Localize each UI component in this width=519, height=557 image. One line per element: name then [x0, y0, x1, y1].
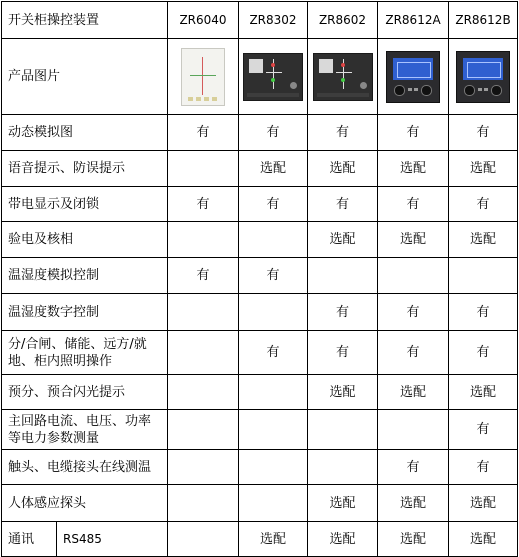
feature-value: [168, 294, 239, 331]
product-image-cell: [449, 39, 518, 115]
feature-value: 选配: [378, 522, 449, 557]
feature-value: 有: [308, 294, 378, 331]
model-header: ZR8612B: [449, 2, 518, 39]
product-image-cell: [168, 39, 239, 115]
product-image-cell: [239, 39, 308, 115]
feature-name: 触头、电缆接头在线测温: [2, 450, 168, 485]
feature-value: 有: [449, 450, 518, 485]
feature-value: [308, 450, 378, 485]
feature-row-voice-prompt: [2, 151, 518, 187]
feature-row-communication: [2, 522, 518, 557]
feature-value: 有: [239, 187, 308, 222]
zr8612b-product-image: [456, 51, 510, 103]
feature-header: 开关柜操控装置: [2, 2, 168, 39]
feature-value: 有: [378, 187, 449, 222]
feature-value: [308, 410, 378, 450]
feature-value: 选配: [378, 151, 449, 187]
feature-name: 动态模拟图: [2, 115, 168, 151]
feature-value: 有: [449, 410, 518, 450]
feature-value: [239, 294, 308, 331]
feature-row-live-display: [2, 187, 518, 222]
feature-value: 有: [239, 331, 308, 375]
feature-value: 有: [378, 294, 449, 331]
feature-value: 有: [308, 115, 378, 151]
feature-row-pre-flash-prompt: [2, 375, 518, 410]
zr8602-product-image: [313, 53, 373, 101]
feature-name: 验电及核相: [2, 222, 168, 258]
feature-value: 选配: [449, 485, 518, 522]
image-row: [2, 39, 518, 115]
header-row: [2, 2, 518, 39]
feature-value: [449, 258, 518, 294]
feature-value: 有: [168, 115, 239, 151]
feature-value: 有: [168, 258, 239, 294]
feature-value: 选配: [308, 522, 378, 557]
model-header: ZR8612A: [378, 2, 449, 39]
feature-name: 通讯: [2, 522, 57, 557]
feature-value: 有: [449, 115, 518, 151]
feature-value: [378, 258, 449, 294]
feature-value: 选配: [449, 151, 518, 187]
feature-value: 有: [449, 187, 518, 222]
feature-value: 选配: [449, 522, 518, 557]
product-image-cell: [308, 39, 378, 115]
feature-value: 选配: [378, 485, 449, 522]
feature-subtype: RS485: [57, 522, 168, 557]
feature-value: [168, 485, 239, 522]
feature-value: 选配: [239, 151, 308, 187]
feature-row-power-measurement: [2, 410, 518, 450]
feature-name: 预分、预合闪光提示: [2, 375, 168, 410]
feature-value: 选配: [308, 375, 378, 410]
model-header: ZR6040: [168, 2, 239, 39]
zr8302-product-image: [243, 53, 303, 101]
product-image-cell: [378, 39, 449, 115]
zr8612a-product-image: [386, 51, 440, 103]
feature-value: 有: [239, 258, 308, 294]
image-row-label: 产品图片: [2, 39, 168, 115]
feature-row-temp-humidity-digital: [2, 294, 518, 331]
feature-name: 语音提示、防误提示: [2, 151, 168, 187]
feature-value: 选配: [308, 151, 378, 187]
feature-name: 主回路电流、电压、功率等电力参数测量: [2, 410, 168, 450]
feature-value: [239, 375, 308, 410]
feature-name: 温湿度数字控制: [2, 294, 168, 331]
feature-value: 有: [239, 115, 308, 151]
feature-value: 选配: [378, 222, 449, 258]
feature-row-switch-operations: [2, 331, 518, 375]
feature-value: [239, 450, 308, 485]
feature-value: 有: [378, 450, 449, 485]
feature-value: 选配: [308, 485, 378, 522]
feature-value: 有: [168, 187, 239, 222]
feature-name: 温湿度模拟控制: [2, 258, 168, 294]
feature-row-dynamic-mimic: [2, 115, 518, 151]
feature-value: [168, 151, 239, 187]
feature-value: [239, 410, 308, 450]
feature-value: [239, 485, 308, 522]
feature-value: 选配: [378, 375, 449, 410]
feature-row-phase-check: [2, 222, 518, 258]
feature-value: [168, 331, 239, 375]
feature-value: [168, 410, 239, 450]
feature-value: [168, 375, 239, 410]
zr6040-product-image: [181, 48, 225, 106]
feature-row-contact-temperature: [2, 450, 518, 485]
feature-value: [308, 258, 378, 294]
feature-row-human-sensor: [2, 485, 518, 522]
feature-value: 选配: [449, 375, 518, 410]
feature-value: 有: [308, 331, 378, 375]
feature-value: 有: [308, 187, 378, 222]
model-header: ZR8602: [308, 2, 378, 39]
model-header: ZR8302: [239, 2, 308, 39]
product-comparison-table: [1, 1, 518, 557]
feature-name: 人体感应探头: [2, 485, 168, 522]
feature-name: 带电显示及闭锁: [2, 187, 168, 222]
feature-value: [378, 410, 449, 450]
feature-value: [168, 450, 239, 485]
feature-row-temp-humidity-analog: [2, 258, 518, 294]
feature-value: 有: [378, 115, 449, 151]
feature-value: 选配: [239, 522, 308, 557]
feature-value: [239, 222, 308, 258]
feature-name: 分/合闸、储能、远方/就地、柜内照明操作: [2, 331, 168, 375]
feature-value: [168, 222, 239, 258]
feature-value: 选配: [449, 222, 518, 258]
feature-value: [168, 522, 239, 557]
feature-value: 有: [378, 331, 449, 375]
feature-value: 有: [449, 294, 518, 331]
feature-value: 选配: [308, 222, 378, 258]
feature-value: 有: [449, 331, 518, 375]
